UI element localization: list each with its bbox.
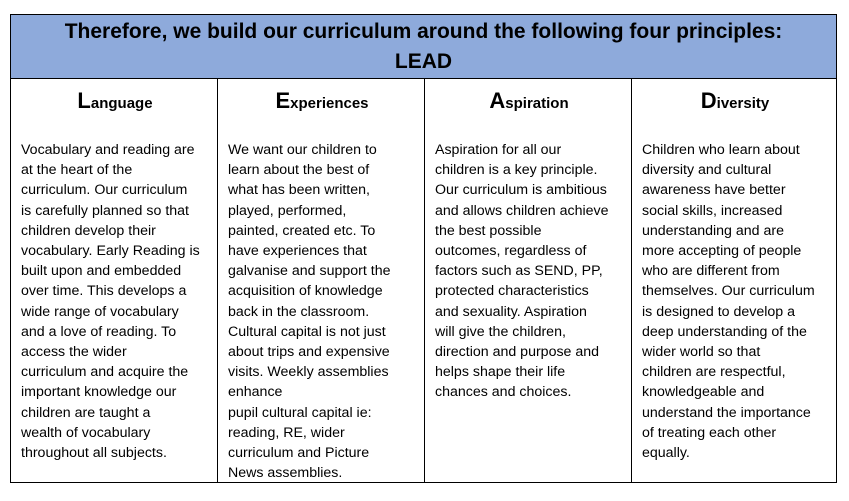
column-diversity — [632, 79, 836, 482]
body-text-line: social skills, increased — [642, 202, 783, 219]
header-acronym: LEAD — [394, 50, 453, 73]
column-body-aspiration — [435, 140, 623, 403]
body-text-line: over time. This develops a — [21, 283, 187, 300]
body-text-line: more accepting of people — [642, 243, 802, 260]
column-title-aspiration — [435, 87, 623, 115]
body-text-line: curriculum and Picture — [228, 445, 370, 462]
body-text-line: curriculum. Our curriculum — [21, 182, 188, 199]
body-text-line: outcomes, regardless of — [435, 243, 587, 260]
body-text-line: access the wider — [21, 344, 127, 361]
title-rest: iversity — [716, 95, 770, 112]
body-text-line: important knowledge our — [21, 384, 177, 401]
body-text-line: and a love of reading. To — [21, 323, 177, 340]
column-language — [11, 79, 218, 482]
body-text-line: direction and purpose and — [435, 344, 600, 361]
header-title: Therefore, we build our curriculum around the following four principles: — [64, 20, 783, 43]
body-text-line: understanding and are — [642, 222, 784, 239]
body-text-line: factors such as SEND, PP, — [435, 263, 603, 280]
body-text-line: equally. — [642, 445, 690, 462]
body-text-line: who are different from — [642, 263, 780, 280]
body-text-line: is carefully planned so that — [21, 202, 189, 219]
body-text-line: children is a key principle. — [435, 162, 598, 179]
lead-principles-table — [10, 14, 837, 483]
body-text-line: children are respectful, — [642, 364, 786, 381]
body-text-line: enhance — [228, 384, 283, 401]
column-title-language — [21, 87, 209, 115]
body-text-line: awareness have better — [642, 182, 786, 199]
body-text-line: diversity and cultural — [642, 162, 772, 179]
body-text-line: built upon and embedded — [21, 263, 182, 280]
body-text-line: Children who learn about — [642, 142, 800, 158]
body-text-line: acquisition of knowledge — [228, 283, 383, 300]
body-text-line: protected characteristics — [435, 283, 589, 300]
body-text-line: about trips and expensive — [228, 344, 390, 361]
body-text-line: News assemblies. — [228, 465, 343, 482]
body-text-line: and sexuality. Aspiration — [435, 303, 587, 320]
body-text-line: Cultural capital is not just — [228, 323, 386, 340]
title-rest: anguage — [90, 95, 153, 112]
column-title-experiences — [228, 87, 416, 115]
body-text-line: children are taught a — [21, 404, 151, 421]
column-aspiration — [425, 79, 632, 482]
body-text-line: will give the children, — [435, 323, 566, 340]
body-text-line: have experiences that — [228, 243, 367, 260]
body-text-line: at the heart of the — [21, 162, 133, 179]
body-text-line: galvanise and support the — [228, 263, 391, 280]
body-text-line: wealth of vocabulary — [21, 424, 151, 441]
body-text-line: wide range of vocabulary — [21, 303, 179, 320]
body-text-line: what has been written, — [228, 182, 370, 199]
body-text-line: curriculum and acquire the — [21, 364, 189, 381]
body-text-line: is designed to develop a — [642, 303, 796, 320]
body-text-line: understand the importance — [642, 404, 811, 421]
column-body-experiences — [228, 140, 416, 483]
body-text-line: of treating each other — [642, 424, 777, 441]
body-text-line: Our curriculum is ambitious — [435, 182, 607, 199]
body-text-line: themselves. Our curriculum — [642, 283, 815, 300]
body-text-line: children develop their — [21, 222, 156, 239]
body-text-line: We want our children to — [228, 142, 377, 158]
body-text-line: reading, RE, wider — [228, 424, 345, 441]
body-text-line: throughout all subjects. — [21, 445, 167, 462]
body-text-line: played, performed, — [228, 202, 347, 219]
title-rest: xperiences — [290, 95, 369, 112]
body-text-line: the best possible — [435, 222, 542, 239]
column-experiences — [218, 79, 425, 482]
body-text-line: painted, created etc. To — [228, 222, 376, 239]
title-initial: L — [77, 88, 91, 113]
body-text-line: knowledgeable and — [642, 384, 765, 401]
title-initial: D — [700, 88, 717, 113]
column-body-language — [21, 140, 209, 463]
body-text-line: helps shape their life — [435, 364, 566, 381]
body-text-line: Vocabulary and reading are — [21, 142, 195, 158]
body-text-line: chances and choices. — [435, 384, 572, 401]
body-text-line: Aspiration for all our — [435, 142, 562, 158]
title-initial: A — [489, 88, 506, 113]
column-title-diversity — [642, 87, 828, 115]
table-header — [11, 15, 836, 79]
body-text-line: learn about the best of — [228, 162, 370, 179]
body-text-line: back in the classroom. — [228, 303, 370, 320]
body-text-line: vocabulary. Early Reading is — [21, 243, 200, 260]
title-rest: spiration — [505, 95, 569, 112]
title-initial: E — [275, 88, 291, 113]
body-text-line: wider world so that — [642, 344, 761, 361]
body-text-line: visits. Weekly assemblies — [228, 364, 389, 381]
body-text-line: and allows children achieve — [435, 202, 609, 219]
column-body-diversity — [642, 140, 828, 463]
body-text-line: pupil cultural capital ie: — [228, 404, 372, 421]
body-text-line: deep understanding of the — [642, 323, 807, 340]
